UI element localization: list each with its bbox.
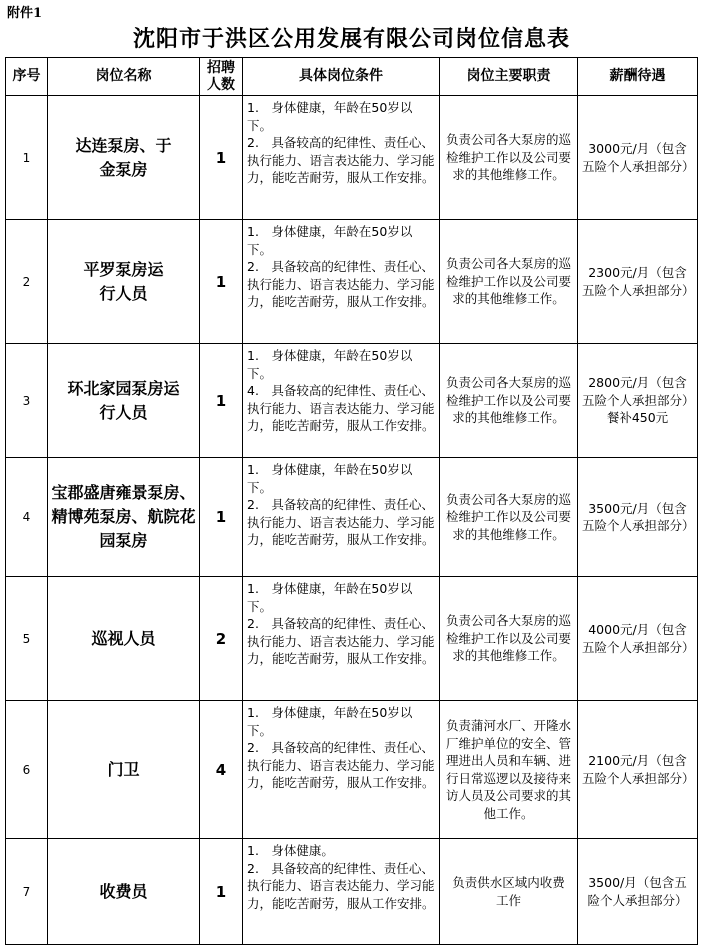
row-seq: 4 — [6, 458, 48, 577]
row-duties: 负责蒲河水厂、开隆水厂维护单位的安全、管理进出人员和车辆、进行日常巡逻以及接待来访人员及公司要求的其他工作。 — [440, 701, 578, 839]
row-conditions — [243, 458, 440, 577]
row-position-name — [48, 344, 200, 458]
row-position-name — [48, 220, 200, 344]
table-row — [6, 458, 698, 577]
row-conditions — [243, 839, 440, 945]
position-name-text: 平罗泵房运行人员 — [83, 259, 164, 303]
row-pay: 3500元/月（包含五险个人承担部分） — [578, 458, 698, 577]
condition-1: 1. 身体健康，年龄在50岁以下。 — [247, 581, 413, 614]
row-pay: 3000元/月（包含五险个人承担部分） — [578, 96, 698, 220]
page-title: 沈阳市于洪区公用发展有限公司岗位信息表 — [132, 26, 570, 52]
row-conditions — [243, 701, 440, 839]
row-position-name: 门卫 — [48, 701, 200, 839]
meal-allowance: 餐补450元 — [606, 410, 669, 426]
row-position-name: 巡视人员 — [48, 577, 200, 701]
table-row — [6, 839, 698, 945]
header-count-text: 招聘人数 — [207, 59, 235, 93]
condition-2: 2. 具备较高的纪律性、责任心、执行能力、语言表达能力、学习能力，能吃苦耐劳，服从工作安排。 — [247, 497, 435, 547]
row-pay: 3500/月（包含五险个人承担部分） — [578, 839, 698, 945]
row-conditions — [243, 344, 440, 458]
condition-2: 2. 具备较高的纪律性、责任心、执行能力、语言表达能力、学习能力，能吃苦耐劳，服从工作安排。 — [247, 259, 435, 309]
row-duties: 负责公司各大泵房的巡检维护工作以及公司要求的其他维修工作。 — [440, 96, 578, 220]
position-name-text: 达连泵房、于金泵房 — [75, 135, 172, 179]
header-pay: 薪酬待遇 — [578, 58, 698, 96]
table-row — [6, 96, 698, 220]
row-seq: 2 — [6, 220, 48, 344]
row-count: 4 — [200, 701, 243, 839]
row-position-name: 宝郡盛唐雍景泵房、精博苑泵房、航院花园泵房 — [48, 458, 200, 577]
position-table — [5, 57, 698, 945]
condition-2: 4. 具备较高的纪律性、责任心、执行能力、语言表达能力、学习能力，能吃苦耐劳，服从工作安排。 — [247, 383, 435, 433]
row-duties: 负责公司各大泵房的巡检维护工作以及公司要求的其他维修工作。 — [440, 344, 578, 458]
row-conditions — [243, 96, 440, 220]
condition-1: 1. 身体健康，年龄在50岁以下。 — [247, 100, 413, 133]
row-seq: 3 — [6, 344, 48, 458]
condition-1: 1. 身体健康，年龄在50岁以下。 — [247, 462, 413, 495]
row-pay: 2100元/月（包含五险个人承担部分） — [578, 701, 698, 839]
header-duties: 岗位主要职责 — [440, 58, 578, 96]
table-row — [6, 344, 698, 458]
attachment-label: 附件1 — [7, 6, 43, 21]
row-conditions — [243, 220, 440, 344]
condition-2: 2. 具备较高的纪律性、责任心、执行能力、语言表达能力、学习能力，能吃苦耐劳，服从工作安排。 — [247, 135, 435, 185]
condition-1: 1. 身体健康，年龄在50岁以下。 — [247, 705, 413, 738]
condition-2: 2. 具备较高的纪律性、责任心、执行能力、语言表达能力、学习能力，能吃苦耐劳，服从工作安排。 — [247, 616, 435, 666]
condition-2: 2. 具备较高的纪律性、责任心、执行能力、语言表达能力、学习能力，能吃苦耐劳，服从工作安排。 — [247, 740, 435, 790]
condition-1: 1. 身体健康，年龄在50岁以下。 — [247, 224, 413, 257]
row-duties: 负责公司各大泵房的巡检维护工作以及公司要求的其他维修工作。 — [440, 458, 578, 577]
row-count: 1 — [200, 458, 243, 577]
row-duties — [440, 839, 578, 945]
header-seq: 序号 — [6, 58, 48, 96]
row-conditions — [243, 577, 440, 701]
row-duties: 负责公司各大泵房的巡检维护工作以及公司要求的其他维修工作。 — [440, 220, 578, 344]
table-row — [6, 577, 698, 701]
header-count — [200, 58, 243, 96]
row-count: 1 — [200, 344, 243, 458]
condition-1: 1. 身体健康，年龄在50岁以下。 — [247, 348, 413, 381]
row-seq: 7 — [6, 839, 48, 945]
duty-text: 负责供水区域内收费工作 — [452, 875, 565, 908]
row-seq: 5 — [6, 577, 48, 701]
row-count: 2 — [200, 577, 243, 701]
row-pay — [578, 344, 698, 458]
row-count: 1 — [200, 220, 243, 344]
row-seq: 1 — [6, 96, 48, 220]
row-position-name: 收费员 — [48, 839, 200, 945]
row-duties: 负责公司各大泵房的巡检维护工作以及公司要求的其他维修工作。 — [440, 577, 578, 701]
pay-text: 2800元/月（包含五险个人承担部分） — [582, 375, 695, 408]
header-conditions: 具体岗位条件 — [243, 58, 440, 96]
row-position-name — [48, 96, 200, 220]
row-count: 1 — [200, 96, 243, 220]
row-seq: 6 — [6, 701, 48, 839]
header-position: 岗位名称 — [48, 58, 200, 96]
position-name-text: 环北家园泵房运行人员 — [67, 378, 180, 422]
condition-1: 1. 身体健康。 — [247, 843, 334, 858]
row-pay: 2300元/月（包含五险个人承担部分） — [578, 220, 698, 344]
table-row — [6, 220, 698, 344]
row-pay: 4000元/月（包含五险个人承担部分） — [578, 577, 698, 701]
header-row — [6, 58, 698, 96]
table-row — [6, 701, 698, 839]
condition-2: 2. 具备较高的纪律性、责任心、执行能力、语言表达能力、学习能力，能吃苦耐劳，服从工作安排。 — [247, 860, 435, 911]
row-count: 1 — [200, 839, 243, 945]
